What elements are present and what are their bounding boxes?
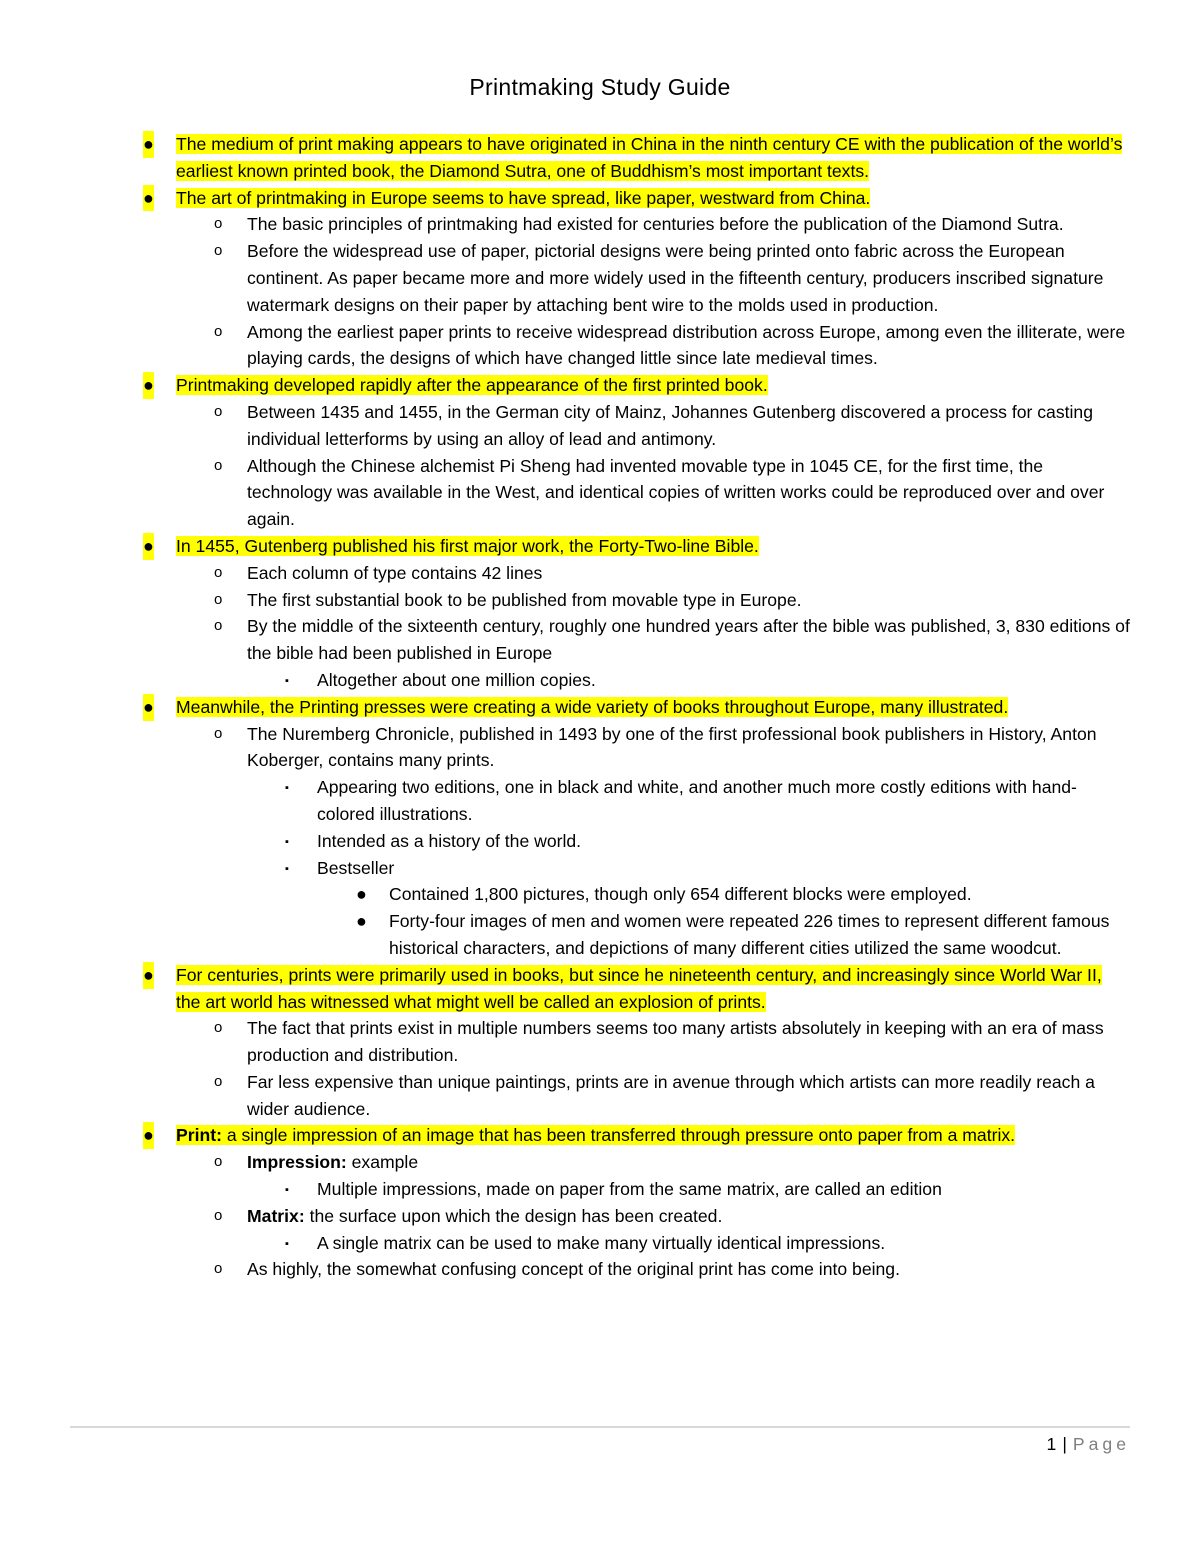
list-item-level-3 bbox=[0, 1176, 1200, 1203]
circle-bullet-icon: o bbox=[214, 563, 223, 581]
circle-bullet-icon: o bbox=[214, 590, 223, 608]
list-item-level-2 bbox=[0, 1149, 1200, 1176]
item-body: Multiple impressions, made on paper from the same matrix, are called an edition bbox=[317, 1179, 942, 1200]
item-body: Appearing two editions, one in black and white, and another much more costly editions with hand-colored illustrations. bbox=[317, 777, 1077, 824]
item-text bbox=[247, 590, 802, 610]
item-text bbox=[176, 965, 1102, 1012]
square-bullet-icon: ▪ bbox=[285, 862, 289, 875]
item-text bbox=[317, 777, 1077, 824]
list-item-level-1 bbox=[0, 1122, 1200, 1149]
item-body: The medium of print making appears to have originated in China in the ninth century CE with the publication of the world’s earliest known printed book, the Diamond Sutra, one of Buddhism’s most important texts. bbox=[176, 134, 1123, 181]
list-item-level-3 bbox=[0, 855, 1200, 882]
list-item-level-2 bbox=[0, 613, 1200, 667]
item-text bbox=[247, 616, 1130, 663]
list-item-level-3 bbox=[0, 774, 1200, 828]
circle-bullet-icon: o bbox=[214, 1019, 223, 1037]
item-body: Bestseller bbox=[317, 857, 395, 878]
item-text bbox=[247, 1206, 722, 1226]
item-text bbox=[176, 536, 759, 556]
list-item-level-1 bbox=[0, 962, 1200, 1016]
circle-bullet-icon: o bbox=[214, 456, 223, 474]
item-body: Before the widespread use of paper, pictorial designs were being printed onto fabric across the European continent. As paper became more and more widely used in the fifteenth century, producers inscribed signature watermark designs on their paper by attaching bent wire to the molds used in production. bbox=[247, 241, 1104, 315]
page-title: Printmaking Study Guide bbox=[469, 74, 731, 100]
dot-bullet-icon: ● bbox=[143, 533, 154, 560]
list-item-level-4 bbox=[0, 881, 1200, 908]
dot-bullet-icon: ● bbox=[143, 1122, 154, 1149]
square-bullet-icon: ▪ bbox=[285, 1237, 289, 1250]
dot-bullet-icon: ● bbox=[143, 372, 154, 399]
list-item-level-3 bbox=[0, 667, 1200, 694]
item-text bbox=[317, 831, 581, 851]
circle-bullet-icon: o bbox=[214, 322, 223, 340]
item-text bbox=[247, 322, 1125, 369]
item-text bbox=[247, 563, 542, 583]
item-text bbox=[317, 670, 596, 690]
item-term: Matrix: bbox=[247, 1205, 305, 1226]
square-bullet-icon: ▪ bbox=[285, 674, 289, 687]
item-text bbox=[247, 1018, 1104, 1065]
page-label: Page bbox=[1072, 1434, 1130, 1454]
list-item-level-2 bbox=[0, 721, 1200, 775]
dot-bullet-icon: ● bbox=[143, 962, 154, 989]
item-body: Forty-four images of men and women were repeated 226 times to represent different famous historical characters, and depictions of many different cities utilized the same woodcut. bbox=[389, 911, 1110, 958]
page-number: 1 bbox=[1046, 1434, 1057, 1454]
item-text bbox=[247, 1152, 418, 1172]
item-text bbox=[247, 1259, 900, 1279]
item-text bbox=[247, 402, 1093, 449]
list-item-level-3 bbox=[0, 828, 1200, 855]
item-body: Intended as a history of the world. bbox=[317, 830, 582, 851]
list-item-level-2 bbox=[0, 1256, 1200, 1283]
circle-bullet-icon: o bbox=[214, 1072, 223, 1090]
item-body: Each column of type contains 42 lines bbox=[247, 562, 543, 583]
list-item-level-1 bbox=[0, 372, 1200, 399]
footer-divider bbox=[70, 1426, 1130, 1428]
item-text bbox=[176, 1125, 1015, 1145]
list-item-level-2 bbox=[0, 1203, 1200, 1230]
item-text bbox=[317, 1233, 885, 1253]
item-text bbox=[317, 1179, 942, 1199]
item-text bbox=[176, 375, 768, 395]
list-item-level-2 bbox=[0, 453, 1200, 533]
list-item-level-2 bbox=[0, 1015, 1200, 1069]
item-body: Meanwhile, the Printing presses were creating a wide variety of books throughout Europe, many illustrated. bbox=[176, 696, 1009, 717]
list-item-level-2 bbox=[0, 587, 1200, 614]
item-body: Between 1435 and 1455, in the German city of Mainz, Johannes Gutenberg discovered a process for casting individual letterforms by using an alloy of lead and antimony. bbox=[247, 401, 1093, 449]
list-item-level-1 bbox=[0, 131, 1200, 185]
list-item-level-1 bbox=[0, 185, 1200, 212]
item-text bbox=[176, 697, 1008, 717]
item-text bbox=[247, 456, 1104, 530]
list-item-level-2 bbox=[0, 560, 1200, 587]
item-body: For centuries, prints were primarily used in books, but since he nineteenth century, and increasingly since World War II, the art world has witnessed what might well be called an explosion of prints. bbox=[176, 964, 1102, 1012]
circle-bullet-icon: o bbox=[214, 402, 223, 420]
item-term: Print: bbox=[176, 1125, 222, 1146]
item-body: Contained 1,800 pictures, though only 654 different blocks were employed. bbox=[389, 884, 972, 905]
study-guide-list bbox=[0, 131, 1200, 1283]
dot-bullet-icon: ● bbox=[143, 131, 154, 158]
square-bullet-icon: ▪ bbox=[285, 782, 289, 795]
square-bullet-icon: ▪ bbox=[285, 835, 289, 848]
item-body: In 1455, Gutenberg published his first major work, the Forty-Two-line Bible. bbox=[176, 535, 759, 556]
list-item-level-2 bbox=[0, 211, 1200, 238]
item-body: Among the earliest paper prints to receive widespread distribution across Europe, among even the illiterate, were playing cards, the designs of which have changed little since late medieval times. bbox=[247, 321, 1126, 369]
page-footer bbox=[1047, 1434, 1130, 1455]
item-body: the surface upon which the design has been created. bbox=[304, 1205, 723, 1226]
item-body: The art of printmaking in Europe seems to have spread, like paper, westward from China. bbox=[176, 187, 871, 208]
list-item-level-2 bbox=[0, 1069, 1200, 1123]
item-body: A single matrix can be used to make many virtually identical impressions. bbox=[317, 1232, 886, 1253]
item-body: The fact that prints exist in multiple numbers seems too many artists absolutely in keeping with an era of mass production and distribution. bbox=[247, 1018, 1104, 1066]
item-body: Printmaking developed rapidly after the appearance of the first printed book. bbox=[176, 375, 768, 396]
footer-separator: | bbox=[1062, 1434, 1067, 1454]
item-text bbox=[176, 134, 1122, 181]
item-body: example bbox=[346, 1152, 419, 1173]
item-body: The Nuremberg Chronicle, published in 1493 by one of the first professional book publishers in History, Anton Koberger, contains many prints. bbox=[247, 723, 1097, 771]
circle-bullet-icon: o bbox=[214, 617, 223, 635]
item-text bbox=[247, 214, 1064, 234]
dot-bullet-icon: ● bbox=[143, 185, 154, 212]
item-text bbox=[176, 188, 870, 208]
list-item-level-1 bbox=[0, 694, 1200, 721]
dot-bullet-icon: ● bbox=[143, 694, 154, 721]
item-term: Impression: bbox=[247, 1152, 347, 1173]
circle-bullet-icon: o bbox=[214, 724, 223, 742]
list-item-level-1 bbox=[0, 533, 1200, 560]
item-text bbox=[247, 1072, 1095, 1119]
item-text bbox=[247, 241, 1103, 315]
item-body: Altogether about one million copies. bbox=[317, 669, 596, 690]
item-text bbox=[247, 724, 1097, 771]
item-body: Although the Chinese alchemist Pi Sheng had invented movable type in 1045 CE, for the first time, the technology was available in the West, and identical copies of written works could be reproduced over and over again. bbox=[247, 455, 1105, 530]
dot-bullet-icon: ● bbox=[356, 911, 367, 932]
circle-bullet-icon: o bbox=[214, 1206, 223, 1224]
list-item-level-2 bbox=[0, 238, 1200, 318]
item-text bbox=[317, 858, 394, 878]
circle-bullet-icon: o bbox=[214, 1260, 223, 1278]
list-item-level-3 bbox=[0, 1230, 1200, 1257]
list-item-level-4 bbox=[0, 908, 1200, 962]
list-item-level-2 bbox=[0, 319, 1200, 373]
dot-bullet-icon: ● bbox=[356, 884, 367, 905]
item-body: As highly, the somewhat confusing concept of the original print has come into being. bbox=[247, 1259, 900, 1280]
item-text bbox=[389, 884, 972, 904]
circle-bullet-icon: o bbox=[214, 1153, 223, 1171]
item-body: a single impression of an image that has been transferred through pressure onto paper from a matrix. bbox=[221, 1125, 1016, 1146]
square-bullet-icon: ▪ bbox=[285, 1184, 289, 1197]
item-body: Far less expensive than unique paintings, prints are in avenue through which artists can more readily reach a wider audience. bbox=[247, 1071, 1095, 1119]
item-body: By the middle of the sixteenth century, roughly one hundred years after the bible was published, 3, 830 editions of the bible had been published in Europe bbox=[247, 616, 1130, 664]
circle-bullet-icon: o bbox=[214, 215, 223, 233]
item-text bbox=[389, 911, 1109, 958]
item-body: The first substantial book to be published from movable type in Europe. bbox=[247, 589, 802, 610]
circle-bullet-icon: o bbox=[214, 242, 223, 260]
list-item-level-2 bbox=[0, 399, 1200, 453]
item-body: The basic principles of printmaking had existed for centuries before the publication of the Diamond Sutra. bbox=[247, 214, 1064, 235]
